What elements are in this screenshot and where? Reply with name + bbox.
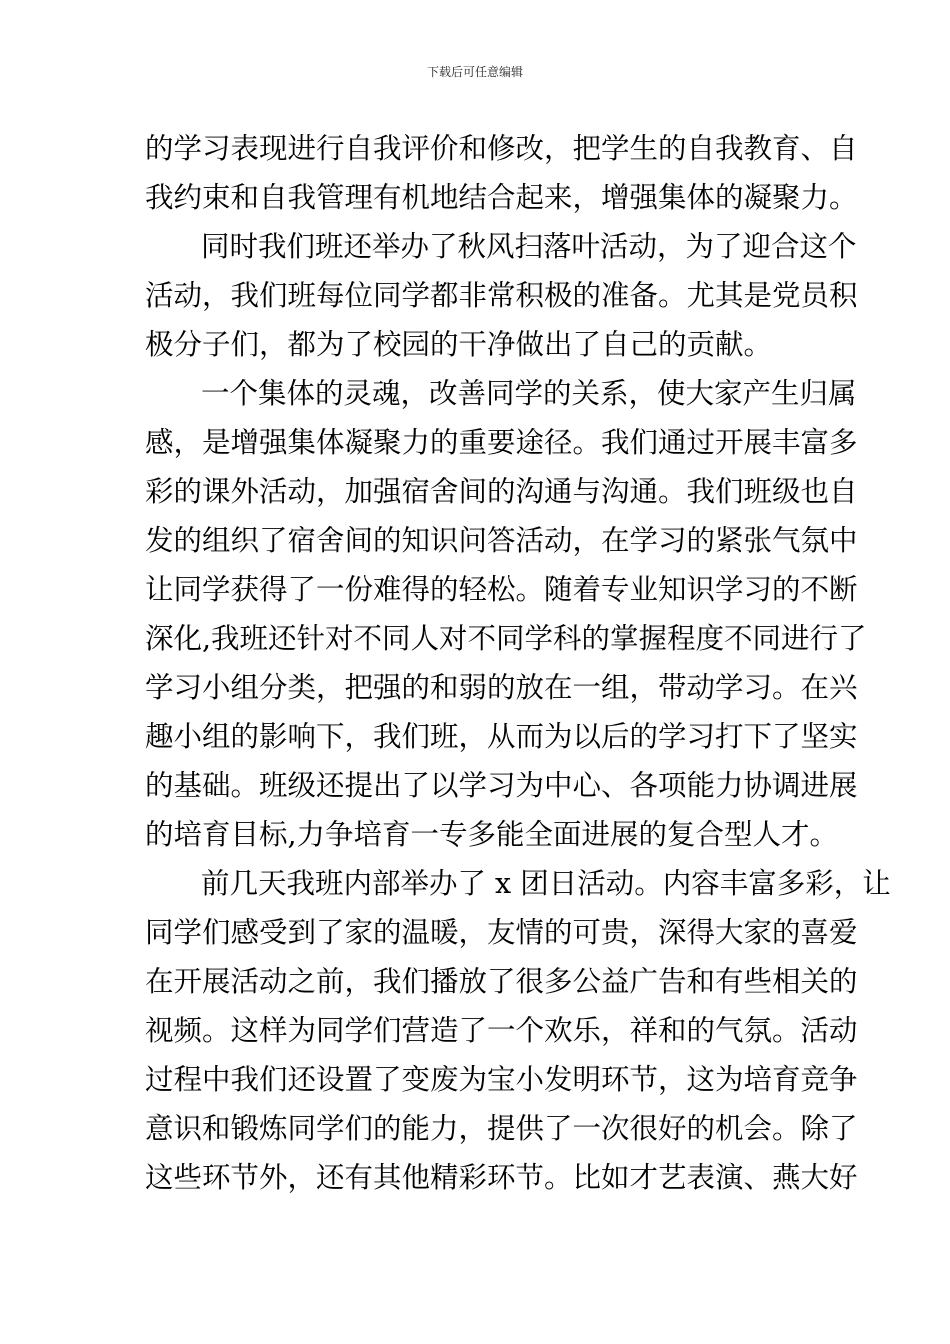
text-line: 在开展活动之前，我们播放了很多公益广告和有些相关的 <box>145 965 858 998</box>
text-line: 极分子们，都为了校园的干净做出了自己的贡献。 <box>145 328 773 361</box>
text-line: 的培育目标,力争培育一专多能全面进展的复合型人才。 <box>145 818 839 851</box>
text-line: 深化,我班还针对不同人对不同学科的掌握程度不同进行了 <box>145 622 867 655</box>
text-line: 感，是增强集体凝聚力的重要途径。我们通过开展丰富多 <box>145 426 858 459</box>
text-line: 趣小组的影响下，我们班，从而为以后的学习打下了坚实 <box>145 720 858 753</box>
text-line: 的基础。班级还提出了以学习为中心、各项能力协调进展 <box>145 769 858 802</box>
text-line: 前几天我班内部举办了 x 团日活动。内容丰富多彩，让 <box>201 867 891 900</box>
text-line: 这些环节外，还有其他精彩环节。比如才艺表演、燕大好 <box>145 1161 858 1194</box>
text-line: 学习小组分类，把强的和弱的放在一组，带动学习。在兴 <box>145 671 858 704</box>
text-line: 让同学获得了一份难得的轻松。随着专业知识学习的不断 <box>145 573 858 606</box>
text-line: 一个集体的灵魂，改善同学的关系，使大家产生归属 <box>201 377 857 410</box>
page-header: 下载后可任意编辑 <box>426 65 523 79</box>
text-line: 的学习表现进行自我评价和修改，把学生的自我教育、自 <box>145 132 858 165</box>
text-line: 发的组织了宿舍间的知识问答活动，在学习的紧张气氛中 <box>145 524 858 557</box>
text-line: 视频。这样为同学们营造了一个欢乐，祥和的气氛。活动 <box>145 1014 858 1047</box>
text-line: 同学们感受到了家的温暖，友情的可贵，深得大家的喜爱 <box>145 916 858 949</box>
text-line: 彩的课外活动，加强宿舍间的沟通与沟通。我们班级也自 <box>145 475 858 508</box>
body-text <box>145 124 891 1202</box>
text-line: 同时我们班还举办了秋风扫落叶活动，为了迎合这个 <box>201 230 857 263</box>
text-line: 我约束和自我管理有机地结合起来，增强集体的凝聚力。 <box>145 181 858 214</box>
text-line: 过程中我们还设置了变废为宝小发明环节，这为培育竞争 <box>145 1063 858 1096</box>
text-line: 活动，我们班每位同学都非常积极的准备。尤其是党员积 <box>145 279 858 312</box>
text-line: 意识和锻炼同学们的能力，提供了一次很好的机会。除了 <box>145 1112 858 1145</box>
